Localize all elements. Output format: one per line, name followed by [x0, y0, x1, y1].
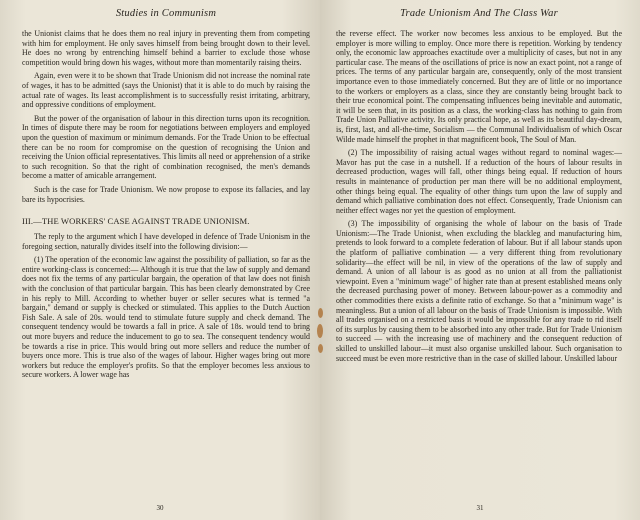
right-body-text: [336, 29, 622, 363]
running-head-left: Studies in Communism: [115, 8, 217, 19]
paragraph: (1) The operation of the economic law against the possibility of palliation, so far as the entire working-class is concerned:— Although it is true that the law of supply and demand does not fix the terms of any particular bargain, the operation of that law does not finish with the conclusion of that particular bargain. This has been clearly demonstrated by Cree in his reply to Mill. According to whether buyer or seller secures what is termed "a bargain," demand or supply is checked or stimulated. This applies to the Dutch Auction Fish Sale. A sale of 20s. would tend to stimulate future supply and check demand. The consequent tendency would be towards a fall in price. A sale of 18s. would tend to bring out more buyers and reduce the inducement to go to sea. The consequent tendency would be towards a rise in price. This would bring out more sellers and reduce the number of buyers once more. This is true also of the wages of labour. Higher wages bring out more workers but reduce the employer's profits. So that the employer becomes less anxious to secure workers. A lower wage has: [22, 255, 310, 380]
paragraph: The reply to the argument which I have developed in defence of Trade Unionism in the foregoing section, naturally divides itself into the following division:—: [22, 232, 310, 251]
right-page: [320, 0, 640, 520]
page-number-right: 31: [476, 504, 484, 512]
running-head-right: Trade Unionism And The Class War: [400, 8, 558, 19]
paragraph: (3) The impossibility of organising the whole of labour on the basis of Trade Unionism:—The Trade Unionist, when excluding the blackleg and manufacturing him, pretends to look forward to a complete federation of labour. But if all labour stands upon the platform of palliative combination — a very different thing from revolutionary solidarity—the effect will be nil, in view of the operations of the law of supply and demand. A union of all labour is as good as no union at all from the palliationist viewpoint. Even a "minimum wage" of higher rate than at present established means only the decreased purchasing power of money. Between labour-power as a commodity and other commodities there exists a definite ratio of exchange. So that a "minimum wage" is meaningless. But a union of all labour on the basis of Trade Unionism is impossible. With all trades organised on a restricted basis it would be impossible for any trade to rid itself of its surplus by causing them to be absorbed into any other trade. But for Trade Unionism to succeed — with the increasing use of machinery and the consequent reduction of skilled to unskilled labour—it must also organise unskilled labour. Such organisation to succeed must be even more restrictive than in the case of skilled labour. Unskilled labour: [336, 219, 622, 363]
section-heading: III.—THE WORKERS' CASE AGAINST TRADE UNIONISM.: [22, 216, 250, 227]
paragraph: Again, even were it to be shown that Trade Unionism did not increase the nominal rate of wages, it has to be admitted (says the Unionist) that it is able to do much by raising the actual rate of wages. Its least accomplishment is to successfully resist irritating, arbitrary, and oppressive conditions of employment.: [22, 71, 310, 110]
paragraph: the Unionist claims that he does them no real injury in preventing them from competing with him for employment. He only saves himself from being brought down to their level. He does no wrong by entrenching himself behind a barrier to exclude those whose competition would bring down his wages, without more than momentarily raising theirs.: [22, 29, 310, 67]
paragraph: But the power of the organisation of labour in this direction turns upon its recognition. In times of dispute there may be room for negotiations between employers and employed upon the question of maximum or minimum demands. For the Trade Union to be effectual there can be no room for compromise on the question of recognising the Union and receiving the Union official representatives. This limits all need or apprehension of a strike to such recognition. So that the right of combination recognised, the men's demands become a matter of amicable arrangement.: [22, 113, 310, 181]
paragraph: (2) The impossibility of raising actual wages without regard to nominal wages:—Mavor has put the case in a nutshell. If a reduction of the hours of labour results in decreased production, wages will fall, other things being equal. If reduction of hours results in maintenance of production per man there will be no additional employment, other things being equal. The equality of other things turn upon the law of supply and demand which palliative combination does not effect. Consequently, Trade Unionism can neither effect wages nor yet the question of employment.: [336, 148, 622, 215]
paragraph: the reverse effect. The worker now becomes less anxious to be employed. But the employer is more willing to employ. Once more there is repetition. Working by tendency only, the economic law approaches exactitude over a multiplicity of cases, but not in any particular case. The means of the oscillations of price is now an exact point, not a range of prices. The terms of any particular bargain are, consequently, only of the most transient importance even to those immediately concerned. But they are of little or no importance to the workers or employers as a class, since they are constantly being brought back to their true economical point. The compensating influences being inevitable and automatic, it will be seen that, in its position as a class, the working-class has nothing to gain from Trade Union Palliative activity. Its only practical hope, as well as its beautiful day-dream, is, first, last, and all-the-time, Socialism — the Communal Individualism of which Oscar Wilde made himself the prophet in that magnificent book, The Soul of Man.: [336, 29, 622, 144]
left-body-text: [22, 29, 310, 380]
paragraph: Such is the case for Trade Unionism. We now propose to expose its fallacies, and lay bare its hypocrisies.: [22, 184, 310, 204]
page-number-left: 30: [156, 504, 164, 512]
